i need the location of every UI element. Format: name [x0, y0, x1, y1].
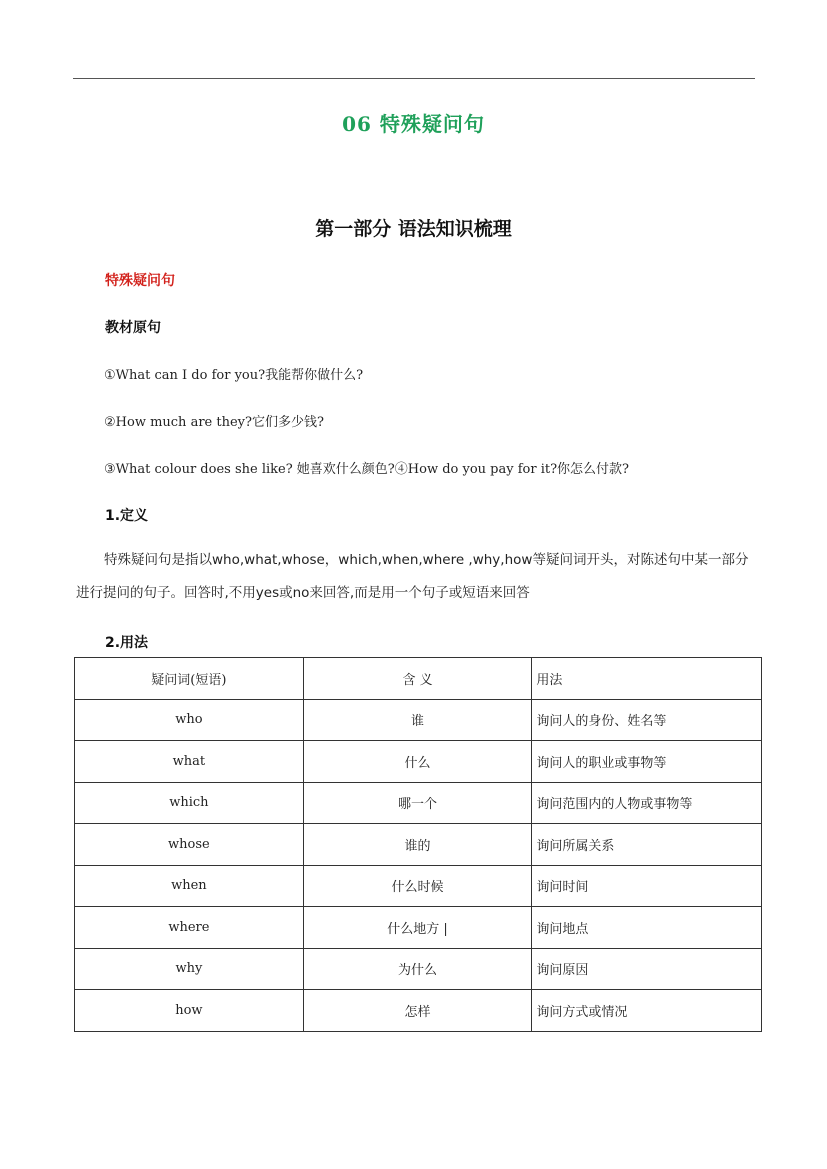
header-rule [73, 78, 755, 79]
cell-meaning: 谁的 [303, 824, 532, 866]
cell-usage: 询问原因 [532, 948, 762, 990]
cell-meaning: 哪一个 [303, 782, 532, 824]
table-row [75, 948, 762, 990]
usage-heading: 2.用法 [105, 635, 149, 651]
usage-table [74, 657, 762, 1032]
cell-meaning: 什么时候 [303, 865, 532, 907]
table-row [75, 824, 762, 866]
header-cell-usage: 用法 [532, 658, 762, 700]
cell-word: whose [75, 824, 304, 866]
textbook-sentence-1: ①What can I do for you?我能帮你做什么? [104, 368, 364, 383]
cell-word: where [75, 907, 304, 949]
cell-usage: 询问范围内的人物或事物等 [532, 782, 762, 824]
cell-word: what [75, 741, 304, 783]
cell-usage: 询问人的职业或事物等 [532, 741, 762, 783]
definition-paragraph: 特殊疑问句是指以who,what,whose，which,when,where ,why,how等疑问词开头，对陈述句中某一部分进行提问的句子。回答时,不用yes或no来回答,而是用一个句子或短语来回答 [76, 552, 749, 601]
textbook-sentence-3: ③What colour does she like? 她喜欢什么颜色?④How do you pay for it?你怎么付款? [104, 462, 630, 477]
cell-usage: 询问地点 [532, 907, 762, 949]
header-cell-word: 疑问词(短语) [75, 658, 304, 700]
definition-heading: 1.定义 [105, 508, 149, 524]
cell-meaning: 谁 [303, 699, 532, 741]
cell-meaning: 什么 [303, 741, 532, 783]
textbook-heading: 教材原句 [105, 320, 161, 336]
table-header-row [75, 658, 762, 700]
cell-meaning: 为什么 [303, 948, 532, 990]
cell-meaning: 怎样 [303, 990, 532, 1032]
cell-word: who [75, 699, 304, 741]
cell-word: when [75, 865, 304, 907]
table-row [75, 699, 762, 741]
cell-usage: 询问所属关系 [532, 824, 762, 866]
topic-heading: 特殊疑问句 [105, 273, 175, 289]
table-row [75, 782, 762, 824]
table-row [75, 865, 762, 907]
table-row [75, 741, 762, 783]
cell-usage: 询问时间 [532, 865, 762, 907]
cell-meaning: 什么地方 | [303, 907, 532, 949]
part-title: 第一部分 语法知识梳理 [315, 218, 512, 240]
cell-usage: 询问人的身份、姓名等 [532, 699, 762, 741]
cell-word: which [75, 782, 304, 824]
textbook-sentence-2: ②How much are they?它们多少钱? [104, 415, 324, 430]
cell-word: how [75, 990, 304, 1032]
cell-word: why [75, 948, 304, 990]
document-title: 06 特殊疑问句 [342, 112, 485, 136]
cell-usage: 询问方式或情况 [532, 990, 762, 1032]
table-row [75, 990, 762, 1032]
header-cell-meaning: 含 义 [303, 658, 532, 700]
table-row [75, 907, 762, 949]
